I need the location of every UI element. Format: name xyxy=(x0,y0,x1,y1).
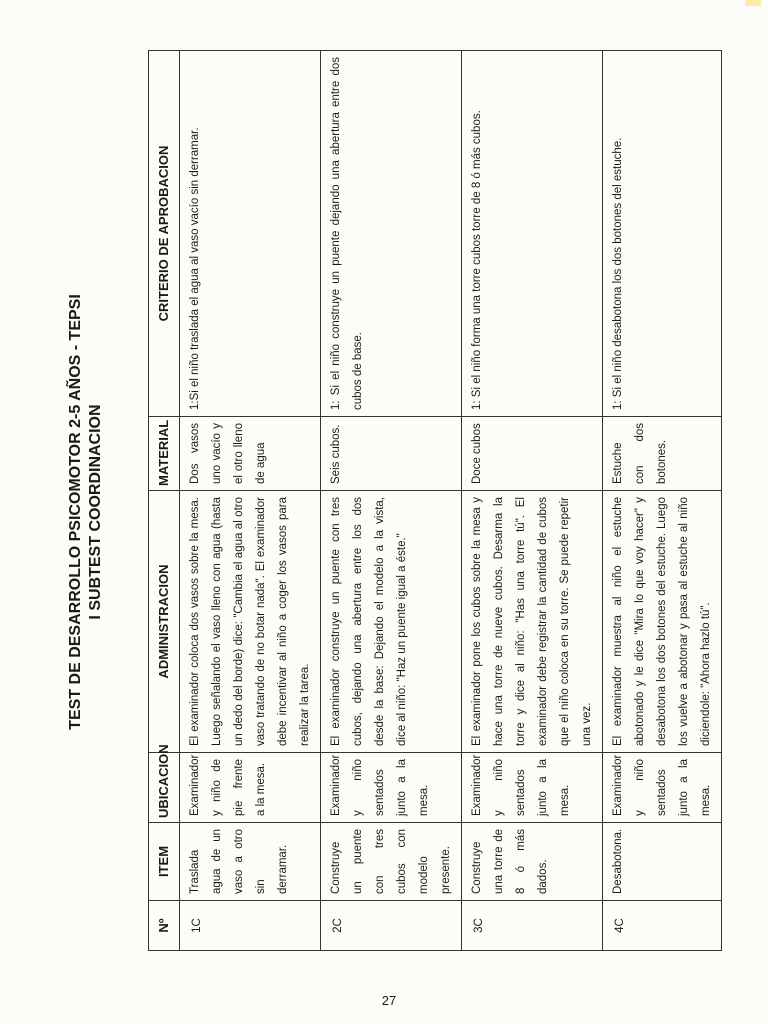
row-material: Seis cubos. xyxy=(321,417,462,491)
header-ubicacion: UBICACION xyxy=(149,753,180,823)
row-ubicacion: Examinador y niño sentados junto a la mesa. xyxy=(462,753,603,823)
row-item: Desabotona. xyxy=(603,823,722,901)
row-administracion: El examinador coloca dos vasos sobre la mesa. Luego señalando el vaso lleno con agua (hasta un dedo del borde) dice: "Cambia el agua al otro vaso tratando de no botar nada". El examinador debe incentivar al niño a coger los vasos para realizar la tarea. xyxy=(180,491,321,753)
title-block xyxy=(66,0,106,1024)
row-material: Estuche con dos botones. xyxy=(603,417,722,491)
header-criterio: CRITERIO DE APROBACION xyxy=(149,51,180,417)
row-criterio: 1: Si el niño construye un puente dejando una abertura entre dos cubos de base. xyxy=(321,51,462,417)
row-num: 3C xyxy=(462,901,603,951)
table-header-row xyxy=(149,51,180,951)
header-administracion: ADMINISTRACION xyxy=(149,491,180,753)
title-line-2: I SUBTEST COORDINACION xyxy=(87,404,104,620)
row-administracion: El examinador construye un puente con tres cubos, dejando una abertura entre los dos desde la base: Dejando el modelo a la vista, dice al niño: "Haz un puente igual a éste." xyxy=(321,491,462,753)
table-row xyxy=(321,51,462,951)
row-material: Doce cubos xyxy=(462,417,603,491)
row-material: Dos vasos uno vacío y el otro lleno de agua xyxy=(180,417,321,491)
row-item: Construye un puente con tres cubos con modelo presente. xyxy=(321,823,462,901)
table-row xyxy=(462,51,603,951)
table-row xyxy=(180,51,321,951)
row-criterio: 1: Si el niño desabotona los dos botones del estuche. xyxy=(603,51,722,417)
row-criterio: 1:Si el niño traslada el agua al vaso vacío sin derramar. xyxy=(180,51,321,417)
table-row xyxy=(603,51,722,951)
row-item: Construye una torre de 8 ó más dados. xyxy=(462,823,603,901)
page-number: 27 xyxy=(381,993,397,1008)
coordination-table xyxy=(148,50,722,951)
row-administracion: El examinador pone los cubos sobre la mesa y hace una torre de nueve cubos. Desarma la torre y dice al niño: "Has una torre tú". El examinador debe registrar la cantidad de cubos que el niño coloca en su torre. Se puede repetir una vez. xyxy=(462,491,603,753)
row-num: 1C xyxy=(180,901,321,951)
title-line-1: TEST DE DESARROLLO PSICOMOTOR 2-5 AÑOS - TEPSI xyxy=(67,294,84,730)
row-ubicacion: Examinador y niño sentados junto a la mesa. xyxy=(321,753,462,823)
row-num: 4C xyxy=(603,901,722,951)
header-item: ITEM xyxy=(149,823,180,901)
row-administracion: El examinador muestra al niño el estuche abotonado y le dice "Mira lo que voy hacer" y desabotona los dos botones del estuche. Luego los vuelve a abotonar y pasa al estuche al niño diciendole: "Ahora hazlo tú". xyxy=(603,491,722,753)
row-ubicacion: Examinador y niño sentados junto a la mesa. xyxy=(603,753,722,823)
row-item: Traslada agua de un vaso a otro sin derramar. xyxy=(180,823,321,901)
header-num: Nº xyxy=(149,901,180,951)
row-criterio: 1: Si el niño forma una torre cubos torre de 8 ó más cubos. xyxy=(462,51,603,417)
row-ubicacion: Examinador y niño de pie frente a la mesa. xyxy=(180,753,321,823)
row-num: 2C xyxy=(321,901,462,951)
header-material: MATERIAL xyxy=(149,417,180,491)
